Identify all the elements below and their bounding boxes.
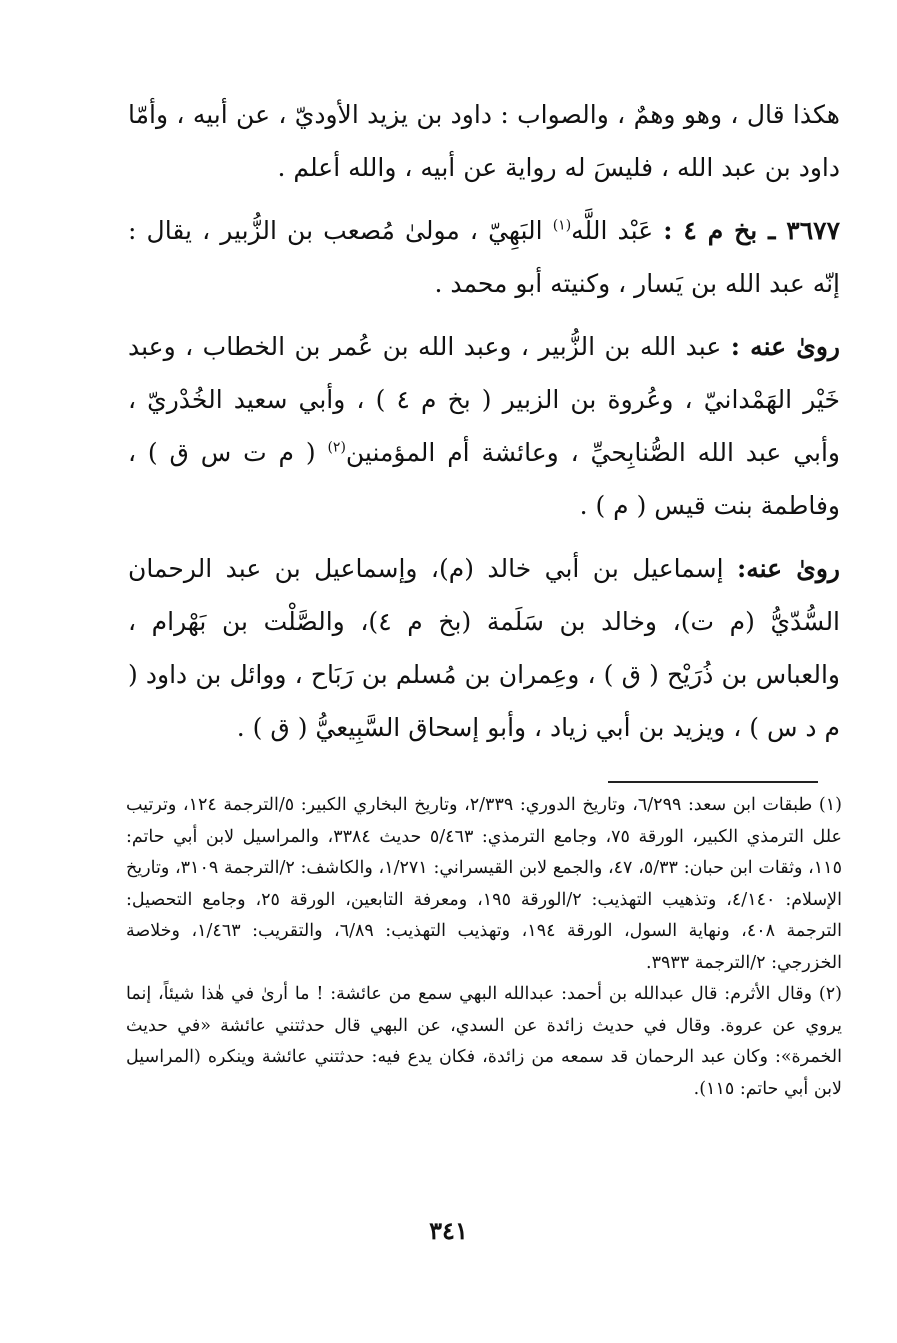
narrated-from-label: روىٰ عنه : xyxy=(730,332,840,361)
entry-name: عَبْد اللَّه xyxy=(571,216,654,245)
narrated-by-text: إسماعيل بن أبي خالد (م)، وإسماعيل بن عبد الرحمان السُّدّيُّ (م ت)، وخالد بن سَلَمة (بخ م ٤)، والصَّلْت بن بَهْرام ، والعباس بن ذُرَيْح ( ق ) ، وعِمران بن مُسلم بن رَبَاح ، ووائل بن داود ( م د س ) ، ويزيد بن أبي زياد ، وأبو إسحاق السَّبِيعيُّ ( ق ) . xyxy=(128,554,841,742)
entry-number: ٣٦٧٧ ـ بخ م ٤ : xyxy=(663,216,840,245)
footnote-ref-2: (٢) xyxy=(327,439,346,456)
footnote-separator xyxy=(608,781,818,783)
paragraph-intro: هكذا قال ، وهو وهمٌ ، والصواب : داود بن يزيد الأوديّ ، عن أبيه ، وأمّا داود بن عبد الله ، فليسَ له رواية عن أبيه ، والله أعلم . xyxy=(128,100,840,182)
footnotes xyxy=(126,790,842,1105)
footnote-2: (٢) وقال الأثرم: قال عبدالله بن أحمد: عبدالله البهي سمع من عائشة: ! ما أرىٰ في هٰذا شيئاً، إنما يروي عن عروة. وقال في حديث زائدة عن السدي، عن البهي قال حدثتني عائشة «في حديث الخمرة»: وكان عبد الرحمان قد سمعه من زائدة، فكان يدع فيه: حدثتني عائشة وينكره (المراسيل لابن أبي حاتم: ١١٥). xyxy=(126,984,842,1099)
narrated-by-paragraph xyxy=(128,542,840,754)
narrated-from-paragraph xyxy=(128,320,840,532)
narrated-by-label: روىٰ عنه: xyxy=(737,554,840,583)
entry-description: البَهِيّ ، مولىٰ مُصعب بن الزُّبير ، يقال : إنّه عبد الله بن يَسار ، وكنيته أبو محمد . xyxy=(128,216,840,298)
narrated-from-end: ( م ت س ق ) ، وفاطمة بنت قيس ( م ) . xyxy=(128,438,840,520)
main-text xyxy=(128,88,840,762)
narrated-from-text: عبد الله بن الزُّبير ، وعبد الله بن عُمر بن الخطاب ، وعبد خَيْر الهَمْدانيّ ، وعُروة بن الزبير ( بخ م ٤ ) ، وأبي سعيد الخُدْريّ ، وأبي عبد الله الصُّنابِحيِّ ، وعائشة أم المؤمنين xyxy=(128,332,841,467)
page-number: ٣٤١ xyxy=(429,1216,468,1245)
entry-3677 xyxy=(128,204,840,310)
footnote-1: (١) طبقات ابن سعد: ٦/٢٩٩، وتاريخ الدوري: ٢/٣٣٩، وتاريخ البخاري الكبير: ٥/الترجمة ١٢٤، وترتيب علل الترمذي الكبير، الورقة ٧٥، وجامع الترمذي: ٥/٤٦٣ حديث ٣٣٨٤، والمراسيل لابن أبي حاتم: ١١٥، وثقات ابن حبان: ٥/٣٣، ٤٧، والجمع لابن القيسراني: ١/٢٧١، والكاشف: ٢/الترجمة ٣١٠٩، وتاريخ الإسلام: ٤/١٤٠، وتذهيب التهذيب: ٢/الورقة ١٩٥، ومعرفة التابعين، الورقة ٢٥، وجامع التحصيل: الترجمة ٤٠٨، ونهاية السول، الورقة ١٩٤، وتهذيب التهذيب: ٦/٨٩، والتقريب: ١/٤٦٣، وخلاصة الخزرجي: ٢/الترجمة ٣٩٣٣. xyxy=(126,795,842,973)
footnote-ref-1: (١) xyxy=(552,217,572,234)
